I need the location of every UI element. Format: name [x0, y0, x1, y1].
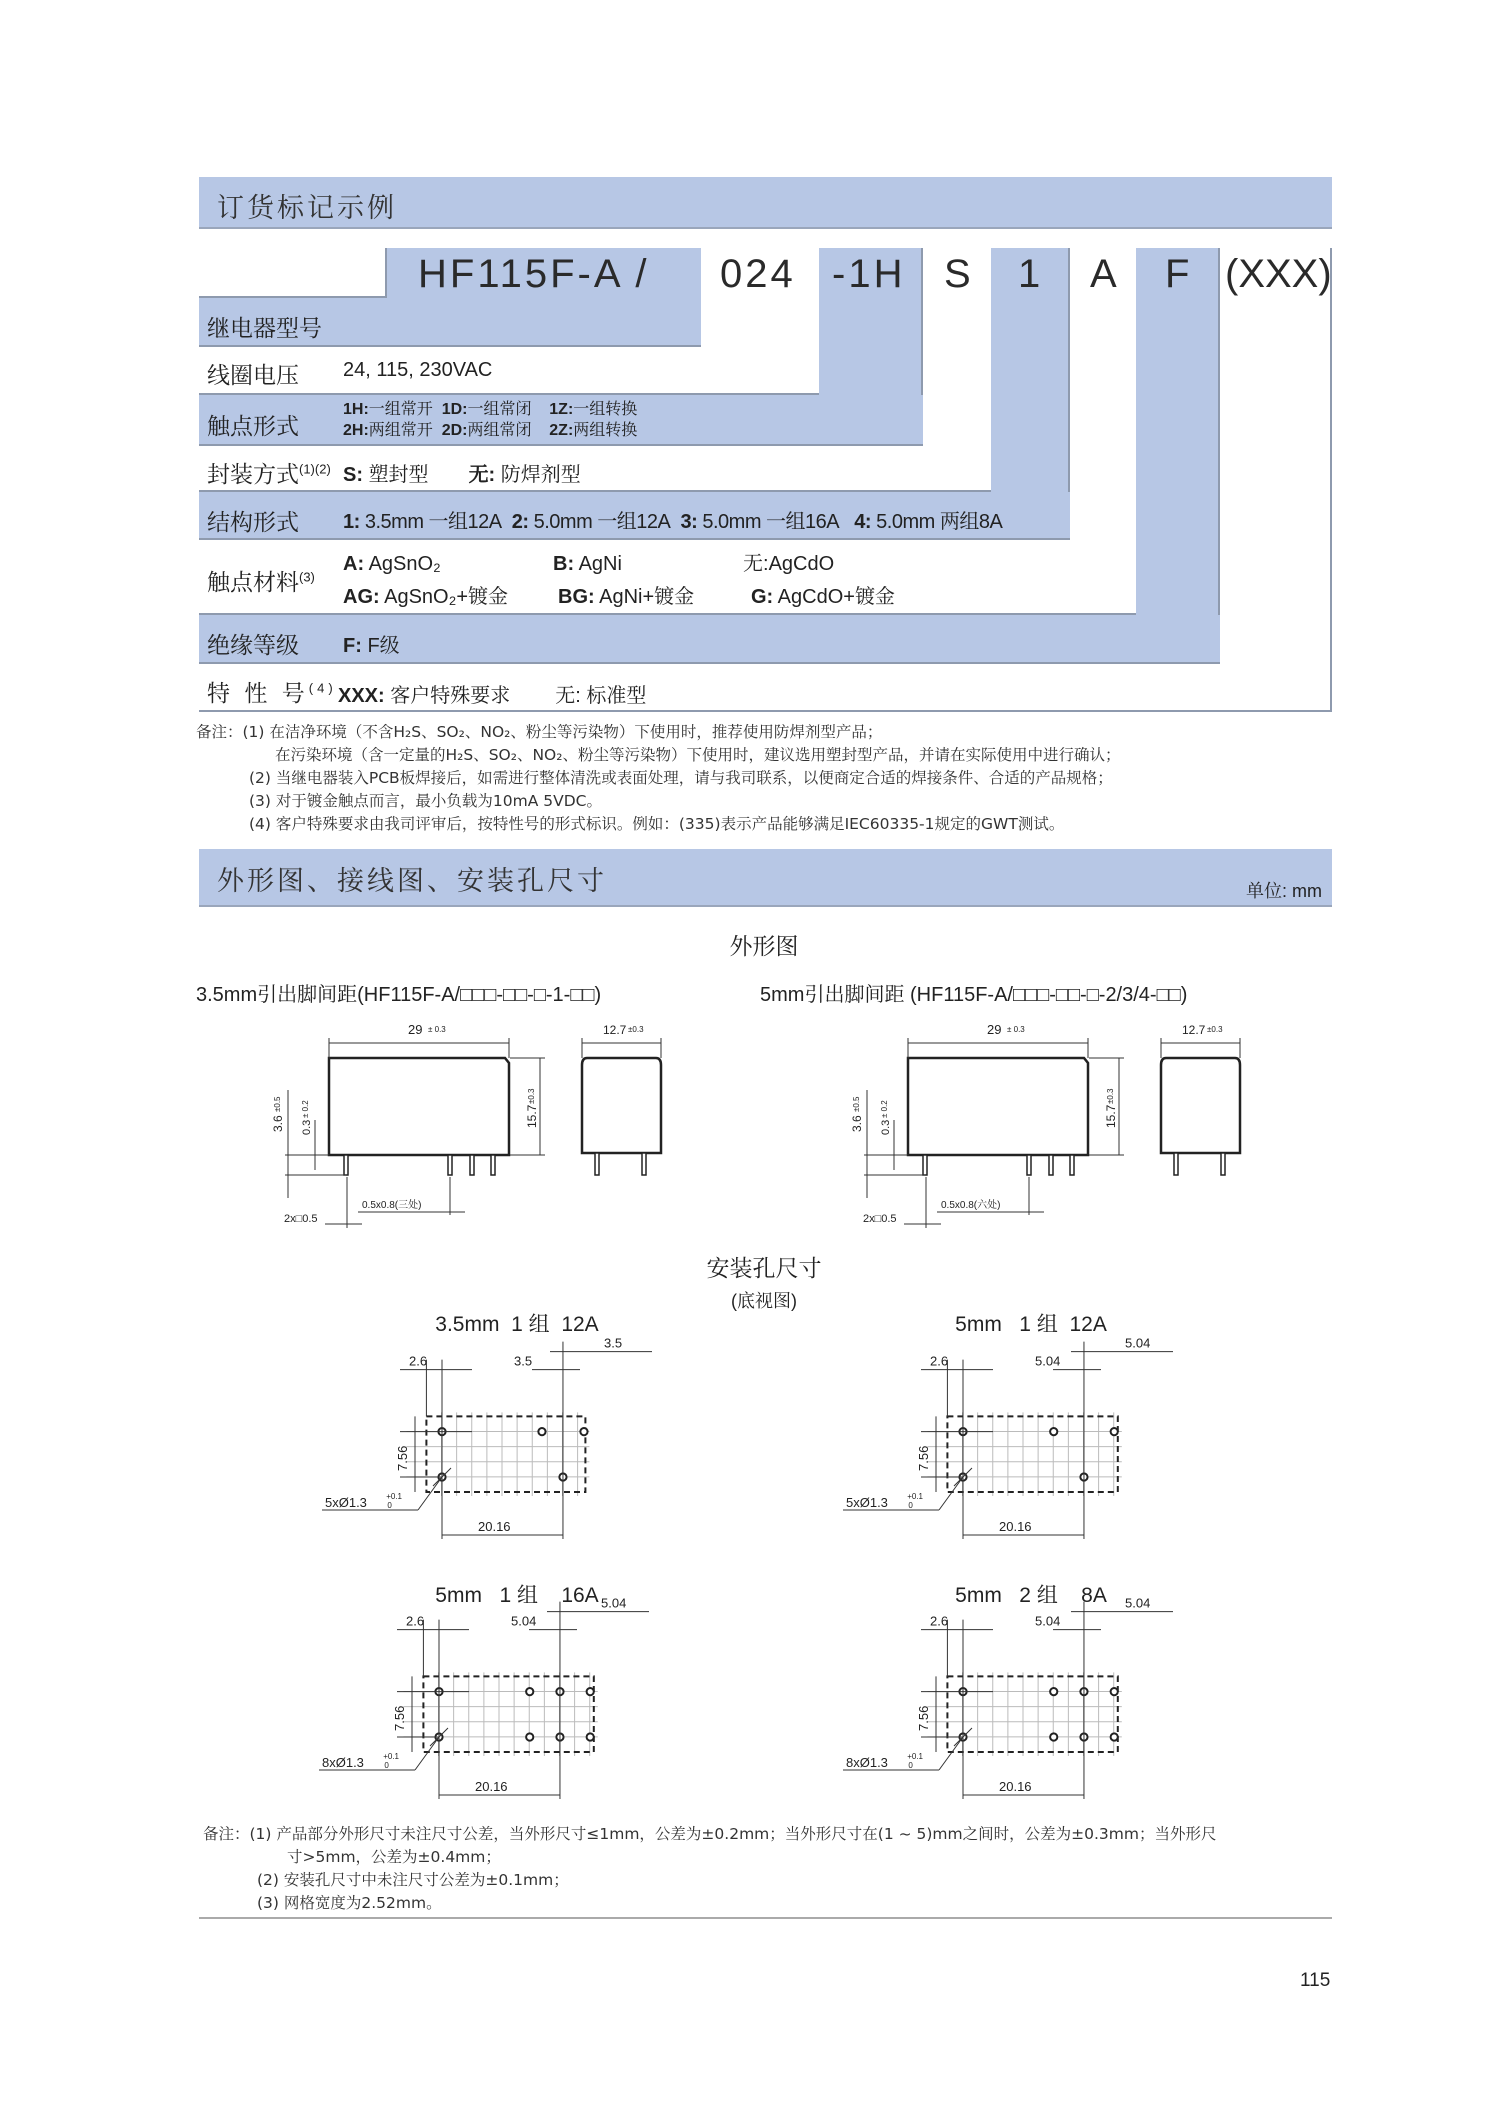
dim-pin-size: 0.5x0.8(六处)	[941, 1200, 1001, 1211]
dim-pin-length: 3.6	[850, 1115, 864, 1132]
section-header-dimensions	[199, 849, 1332, 907]
code-material: A	[1090, 252, 1120, 296]
section-header-ordering	[199, 177, 1332, 229]
hole-pattern-5mm-12A	[841, 1314, 1181, 1545]
divider	[1330, 248, 1332, 712]
dim-pin-length: 3.6	[271, 1115, 285, 1132]
dim-length: 29	[987, 1022, 1002, 1037]
dim-label: 7.56	[395, 1445, 411, 1471]
note-1b: 寸>5mm，公差为±0.4mm；	[287, 1848, 501, 1866]
tolerance: 0	[908, 1761, 913, 1770]
hole-pattern-5mm-8A	[841, 1590, 1181, 1805]
dim-tolerance: ±0.3	[1207, 1025, 1223, 1034]
divider	[385, 248, 387, 298]
relay-body-front	[329, 1058, 509, 1155]
dim-label: 5.04	[511, 1613, 537, 1629]
dim-tolerance: ±0.3	[628, 1025, 644, 1034]
pin	[595, 1153, 599, 1175]
page-number: 115	[1300, 1970, 1331, 1991]
hole-spec: 5xØ1.3	[846, 1495, 888, 1510]
label-package: 封装方式$^{(1)(2)}$	[207, 461, 331, 487]
mount-hole	[1050, 1733, 1057, 1740]
divider	[199, 710, 1332, 712]
mount-hole	[538, 1428, 545, 1435]
dim-height: 15.7	[1104, 1104, 1118, 1128]
hole-spec: 8xØ1.3	[846, 1755, 888, 1770]
dim-label: 20.16	[478, 1519, 511, 1534]
dim-label: 5.04	[1125, 1335, 1151, 1351]
dimension-line	[939, 1477, 963, 1510]
section-title: 订货标记示例	[217, 193, 397, 223]
dim-label: 2.6	[930, 1353, 949, 1369]
dimension-line	[415, 1737, 439, 1770]
note-4: (4) 客户特殊要求由我司评审后，按特性号的形式标识。例如：(335)表示产品能够满足IEC60335-1规定的GWT测试。	[249, 815, 1065, 833]
tolerance: +0.1	[907, 1752, 923, 1761]
dim-label: 7.56	[916, 1705, 932, 1731]
value-insulation: F: F级	[343, 635, 400, 657]
dim-tolerance: ± 0.3	[1007, 1025, 1025, 1034]
pattern-title: 5mm 1 组 16A	[435, 1584, 599, 1607]
code-package: S	[944, 252, 974, 296]
mount-hole	[587, 1688, 594, 1695]
mount-hole	[1111, 1428, 1118, 1435]
tolerance: +0.1	[907, 1492, 923, 1501]
outline-drawing-3.5mm	[270, 1020, 690, 1230]
dim-label: 2.6	[406, 1613, 425, 1629]
value-contact-form: 1H:一组常开 1D:一组常闭 1Z:一组转换 2H:两组常开 2D:两组常闭 2Z:两组转换	[343, 401, 638, 439]
note-1: 备注：(1) 产品部分外形尺寸未注尺寸公差，当外形尺寸≤1mm，公差为±0.2mm；当外形尺寸在(1 ~ 5)mm之间时，公差为±0.3mm；当外形尺	[203, 1825, 1217, 1843]
pin	[1221, 1153, 1225, 1175]
pin	[1174, 1153, 1178, 1175]
pin	[642, 1153, 646, 1175]
pin	[1049, 1155, 1053, 1175]
mount-hole	[587, 1733, 594, 1740]
label-special: 特 性 号$^{(4)}$	[207, 680, 337, 706]
dim-tolerance: ±0.3	[527, 1088, 536, 1104]
code-box-insulation	[1136, 248, 1220, 615]
pin	[1027, 1155, 1031, 1175]
outline-title: 外形图	[729, 933, 799, 959]
pin	[491, 1155, 495, 1175]
label-insulation: 绝缘等级	[207, 632, 299, 658]
outline-boundary	[947, 1416, 1117, 1492]
dim-tolerance: ±0.5	[273, 1096, 282, 1112]
dim-label: 2.6	[930, 1613, 949, 1629]
dim-label: 5.04	[1035, 1353, 1061, 1369]
label-structure: 结构形式	[207, 509, 299, 535]
mount-hole	[526, 1733, 533, 1740]
dim-label: 20.16	[999, 1779, 1032, 1794]
dim-coil-pin: 2x□0.5	[284, 1213, 318, 1225]
dim-label: 5.04	[1035, 1613, 1061, 1629]
value-special: XXX: 客户特殊要求 无: 标准型	[338, 685, 647, 707]
note-2: (2) 安装孔尺寸中未注尺寸公差为±0.1mm；	[257, 1871, 569, 1889]
pin	[923, 1155, 927, 1175]
value-material: A: AgSnO₂ B: AgNi 无:AgCdO AG: AgSnO₂+镀金 BG: AgNi+镀金 G: AgCdO+镀金	[343, 553, 895, 608]
mount-hole	[1050, 1428, 1057, 1435]
hole-pattern-3.5mm-12A	[320, 1330, 660, 1545]
dim-width: 12.7	[603, 1023, 627, 1037]
relay-body-side	[1161, 1058, 1240, 1153]
label-material: 触点材料$^{(3)}$	[207, 569, 315, 595]
dim-gap: 0.3	[880, 1119, 892, 1135]
dim-pin-size: 0.5x0.8(三处)	[362, 1200, 422, 1211]
dim-tolerance: ±0.3	[1106, 1088, 1115, 1104]
pin	[344, 1155, 348, 1175]
value-coil: 24, 115, 230VAC	[343, 359, 493, 381]
hole-spec: 5xØ1.3	[325, 1495, 367, 1510]
unit-label: 单位: mm	[1246, 881, 1322, 901]
dim-length: 29	[408, 1022, 423, 1037]
pin	[448, 1155, 452, 1175]
label-contact-form: 触点形式	[207, 413, 299, 439]
dim-tolerance: ± 0.3	[428, 1025, 446, 1034]
dimension-line	[418, 1477, 442, 1510]
dim-label: 7.56	[392, 1705, 408, 1731]
mount-hole	[526, 1688, 533, 1695]
mount-hole	[1111, 1733, 1118, 1740]
holes-subtitle: (底视图)	[731, 1291, 797, 1311]
code-insulation: F	[1165, 252, 1193, 296]
divider	[199, 296, 385, 298]
value-package: S: 塑封型 无: 防焊剂型	[343, 464, 581, 486]
pattern-title: 3.5mm 1 组 12A	[435, 1313, 599, 1336]
note-3: (3) 对于镀金触点而言，最小负载为10mA 5VDC。	[249, 792, 602, 810]
outline-boundary	[423, 1676, 593, 1752]
dim-label: 20.16	[999, 1519, 1032, 1534]
mount-hole	[580, 1428, 587, 1435]
dim-label: 7.56	[916, 1445, 932, 1471]
dim-tolerance: ± 0.2	[301, 1100, 310, 1118]
pin	[1070, 1155, 1074, 1175]
hole-pattern-5mm-16A	[317, 1590, 657, 1805]
dim-label: 5.04	[601, 1595, 627, 1611]
value-structure: 1: 3.5mm 一组12A 2: 5.0mm 一组12A 3: 5.0mm 一组16A 4: 5.0mm 两组8A	[343, 511, 1003, 533]
dim-tolerance: ± 0.2	[880, 1100, 889, 1118]
pattern-title: 5mm 2 组 8A	[955, 1584, 1107, 1607]
bottom-rule	[199, 1917, 1332, 1919]
dim-coil-pin: 2x□0.5	[863, 1213, 897, 1225]
outline-drawing-5mm	[849, 1020, 1269, 1230]
dim-label: 3.5	[604, 1335, 623, 1351]
label-model: 继电器型号	[207, 315, 322, 341]
code-model: HF115F-A /	[418, 252, 650, 296]
tolerance: +0.1	[386, 1492, 402, 1501]
pattern-title: 5mm 1 组 12A	[955, 1313, 1107, 1336]
outline-caption-right: 5mm引出脚间距 (HF115F-A/□□□-□□-□-2/3/4-□□)	[760, 984, 1188, 1006]
dim-label: 20.16	[475, 1779, 508, 1794]
tolerance: 0	[387, 1501, 392, 1510]
code-structure: 1	[1018, 252, 1044, 296]
note-3: (3) 网格宽度为2.52mm。	[257, 1894, 442, 1912]
dim-label: 2.6	[409, 1353, 428, 1369]
pin	[470, 1155, 474, 1175]
tolerance: +0.1	[383, 1752, 399, 1761]
tolerance: 0	[384, 1761, 389, 1770]
hole-spec: 8xØ1.3	[322, 1755, 364, 1770]
note-1: 备注：(1) 在洁净环境（不含H₂S、SO₂、NO₂、粉尘等污染物）下使用时，推荐使用防焊剂型产品；	[196, 723, 883, 741]
outline-caption-left: 3.5mm引出脚间距(HF115F-A/□□□-□□-□-1-□□)	[196, 984, 602, 1006]
dim-height: 15.7	[525, 1104, 539, 1128]
label-coil: 线圈电压	[207, 362, 299, 388]
relay-body-side	[582, 1058, 661, 1153]
section-title: 外形图、接线图、安装孔尺寸	[217, 866, 607, 896]
holes-title: 安装孔尺寸	[706, 1255, 822, 1281]
note-1b: 在污染环境（含一定量的H₂S、SO₂、NO₂、粉尘等污染物）下使用时，建议选用塑封型产品，并请在实际使用中进行确认；	[275, 746, 1121, 764]
dim-label: 3.5	[514, 1353, 533, 1369]
dim-width: 12.7	[1182, 1023, 1206, 1037]
code-voltage: 024	[720, 252, 796, 296]
note-2: (2) 当继电器装入PCB板焊接后，如需进行整体清洗或表面处理，请与我司联系，以便商定合适的焊接条件、合适的产品规格；	[249, 769, 1113, 787]
relay-body-front	[908, 1058, 1088, 1155]
dimension-line	[939, 1737, 963, 1770]
mount-hole	[1050, 1688, 1057, 1695]
outline-boundary	[947, 1676, 1117, 1752]
dim-tolerance: ±0.5	[852, 1096, 861, 1112]
code-contact-form: -1H	[832, 252, 906, 296]
dim-gap: 0.3	[301, 1119, 313, 1135]
tolerance: 0	[908, 1501, 913, 1510]
code-special: (XXX)	[1225, 252, 1332, 296]
dim-label: 5.04	[1125, 1595, 1151, 1611]
mount-hole	[1111, 1688, 1118, 1695]
